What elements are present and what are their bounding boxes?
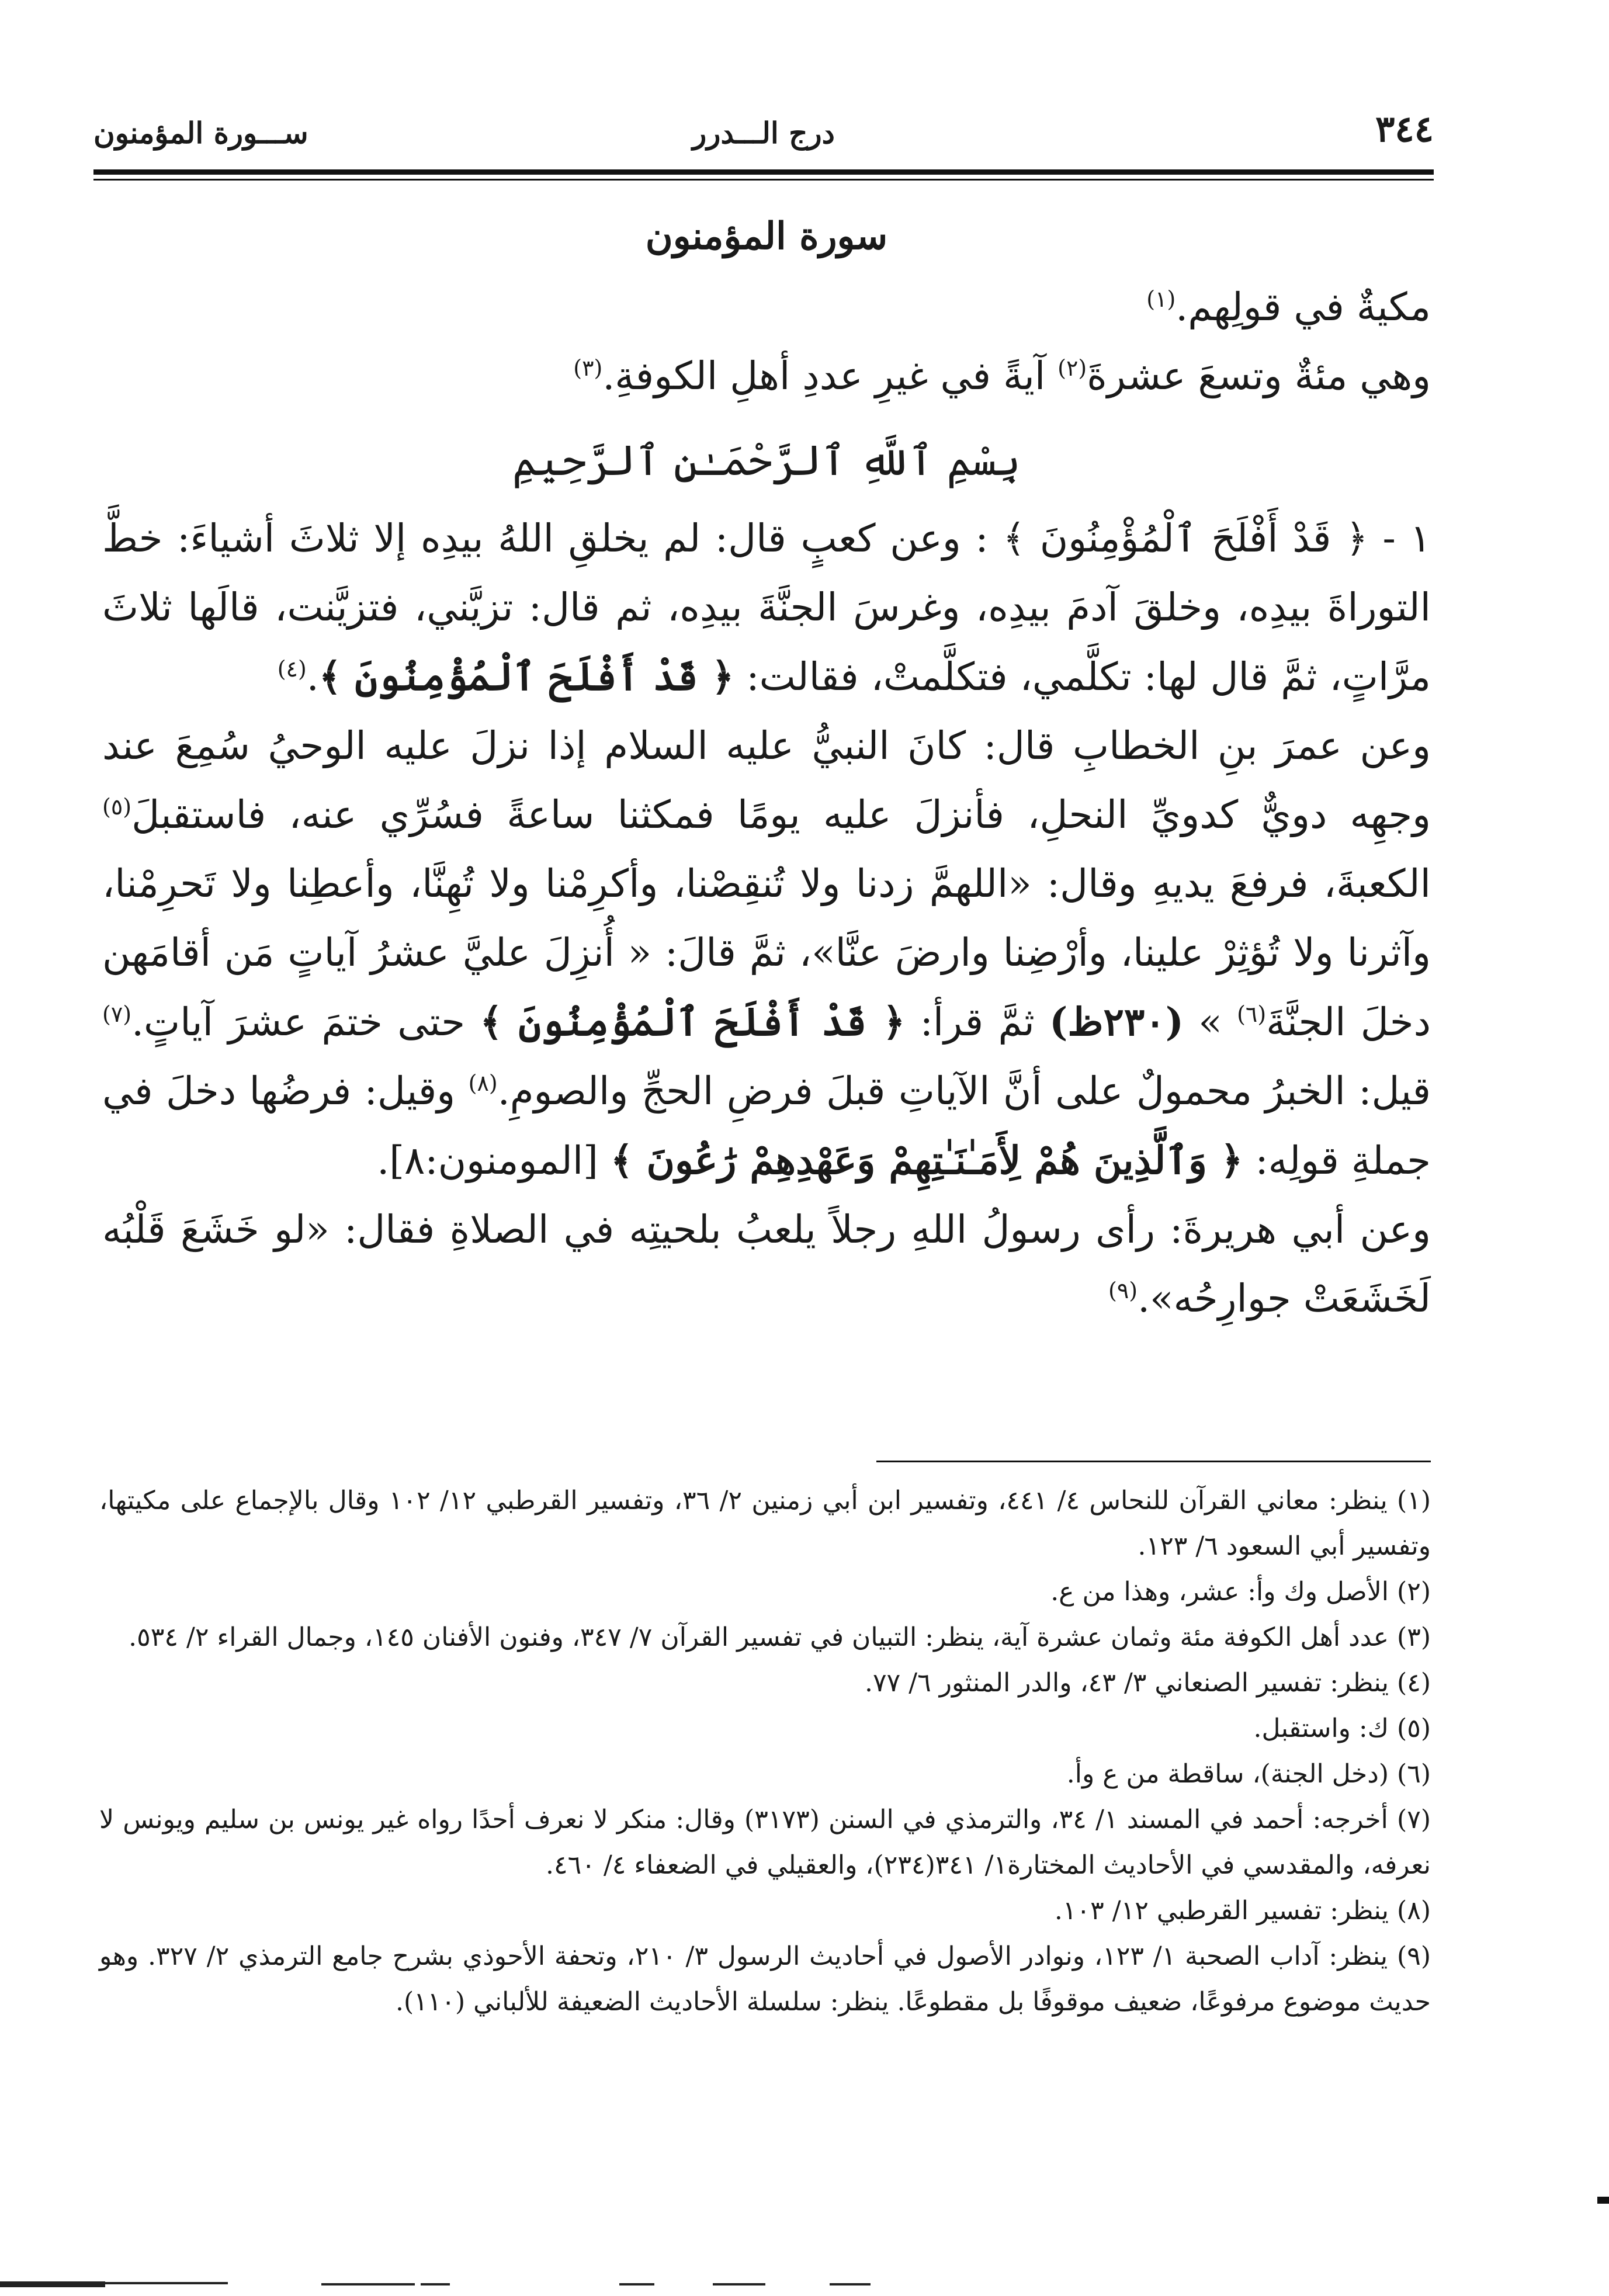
footnote-5: (٥) ك: واستقبل. [1253,1714,1431,1743]
scan-mark [0,2281,105,2287]
quran-quote: ﴿ قَدْ أَفْلَحَ ٱلْمُؤْمِنُونَ ﴾ [480,999,906,1045]
manuscript-folio-marker: (٢٣٠ظ) [1049,999,1184,1045]
book-title: درج الـــدرر [692,116,835,150]
footnote-ref: (٨) [468,1070,498,1096]
footnote-9: (٩) ينظر: آداب الصحبة ١/ ١٢٣، ونوادر الأصول في أحاديث الرسول ٣/ ٢١٠، وتحفة الأحوذي بشرح جامع الترمذي ٢/ ٣٢٧. وهو حديث موضوع مرفوعًا، ضعيف موقوفًا بل مقطوعًا. ينظر: سلسلة الأحاديث الضعيفة للألباني (١١٠). [99,1941,1431,2017]
page-header [93,104,1434,168]
footnote-7: (٧) أخرجه: أحمد في المسند ١/ ٣٤، والترمذي في السنن (٣١٧٣) وقال: منكر لا نعرف أحدًا رواه غير يونس بن سليم ويونس لا نعرفه، والمقدسي في الأحاديث المختارة١/ ٣٤١(٢٣٤)، والعقيلي في الضعفاء ٤/ ٤٦٠. [99,1805,1431,1880]
scan-mark [619,2283,654,2285]
footnote-ref: (٢) [1057,355,1087,381]
footnote-8: (٨) ينظر: تفسير القرطبي ١٢/ ١٠٣. [1054,1896,1431,1926]
page-number: ٣٤٤ [1375,107,1434,150]
footnote-ref: (٦) [1237,1001,1267,1027]
paragraph-umar-hadith: وعن عمرَ بنِ الخطابِ قال: كانَ النبيُّ عليه السلام إذا نزلَ عليه الوحيُ سُمِعَ عند وجهِه دويٌّ كدويِّ النحلِ، فأنزلَ عليه يومًا فمكثنا ساعةً فسُرِّي عنه، فاستقبلَ$^{(٥)}$ الكعبةَ، فرفعَ يديهِ وقال: «اللهمَّ زدنا ولا تُنقِصْنا، وأكرِمْنا ولا تُهِنَّا، وأعطِنا ولا تَحرِمْنا، وآثرنا ولا تُؤثِرْ علينا، وأرْضِنا وارضَ عنَّا»، ثمَّ قالَ: « أُنزِلَ عليَّ عشرُ آياتٍ مَن أقامَهن دخلَ الجنَّةَ$^{(٦)}$ » (٢٣٠ظ) ثمَّ قرأ: ﴿ قَدْ أَفْلَحَ ٱلْمُؤْمِنُونَ ﴾ حتى ختمَ عشرَ آياتٍ.$^{(٧)}$ قيل: الخبرُ محمولٌ على أنَّ الآياتِ قبلَ فرضِ الحجِّ والصومِ.$^{(٨)}$ وقيل: فرضُها دخلَ في جملةِ قولِه: ﴿ وَٱلَّذِينَ هُمْ لِأَمَـٰنَـٰتِهِمْ وَعَهْدِهِمْ رَٰعُونَ ﴾ [المومنون:٨]. [102,723,1431,1183]
footnote-6: (٦) (دخل الجنة)، ساقطة من ع وأ. [1066,1759,1431,1789]
scan-mark [321,2283,415,2285]
paragraph-verse-1: ١ - ﴿ قَدْ أَفْلَحَ ٱلْمُؤْمِنُونَ ﴾ : وعن كعبٍ قال: لم يخلقِ اللهُ بيدِه إلا ثلاثَ أشياءَ: خطَّ التوراةَ بيدِه، وخلقَ آدمَ بيدِه، وغرسَ الجنَّةَ بيدِه، ثم قال: تزيَّني، فتزيَّنت، قالَها ثلاثَ مرَّاتٍ، ثمَّ قال لها: تكلَّمي، فتكلَّمتْ، فقالت: ﴿ قَدْ أَفْلَحَ ٱلْمُؤْمِنُونَ ﴾.$^{(٤)}$ [102,516,1431,699]
footnote-2: (٢) الأصل وك وأ: عشر، وهذا من ع. [1050,1577,1431,1607]
header-rule-thick [93,169,1434,175]
paragraph-abu-hurayra: وعن أبي هريرةَ: رأى رسولُ اللهِ رجلاً يلعبُ بلحيتِه في الصلاةِ فقال: «لو خَشَعَ قَلْبُه لَخَشَعَتْ جوارِحُه».$^{(٩)}$ [102,1207,1431,1321]
surah-title: سورة المؤمنون [645,214,888,258]
scan-mark [105,2282,228,2284]
footnote-ref: (٩) [1108,1278,1138,1303]
footnote-ref: (٧) [102,1001,132,1027]
footnote-4: (٤) ينظر: تفسير الصنعاني ٣/ ٤٣، والدر المنثور ٦/ ٧٧. [864,1668,1431,1698]
footnote-separator [876,1461,1431,1462]
quran-quote: ﴿ قَدْ أَفْلَحَ ٱلْمُؤْمِنُونَ ﴾ [318,654,734,699]
footnote-ref: (٣) [573,355,603,381]
scan-mark [421,2283,450,2285]
scan-mark [713,2283,765,2285]
footnote-3: (٣) عدد أهل الكوفة مئة وثمان عشرة آية، ينظر: التبيان في تفسير القرآن ٧/ ٣٤٧، وفنون الأفنان ١٤٥، وجمال القراء ٢/ ٥٣٤. [129,1622,1431,1652]
footnote-1: (١) ينظر: معاني القرآن للنحاس ٤/ ٤٤١، وتفسير ابن أبي زمنين ٢/ ٣٦، وتفسير القرطبي ١٢/ ١٠٢ وقال بالإجماع على مكيتها، وتفسير أبي السعود ٦/ ١٢٣. [99,1486,1431,1561]
scan-mark [1597,2197,1609,2204]
footnote-ref: (٤) [277,656,307,682]
intro-line-1: مكيةٌ في قولِهم.$^{(١)}$ [1146,285,1431,330]
intro-line-2: وهي مئةٌ وتسعَ عشرةَ$^{(٢)}$ آيةً في غيرِ عددِ أهلِ الكوفةِ.$^{(٣)}$ [573,353,1431,398]
footnote-ref: (١) [1146,286,1176,312]
main-text [102,207,1431,1333]
scan-mark [830,2283,871,2285]
footnotes [99,1478,1431,2025]
footnote-ref: (٥) [102,794,132,820]
header-rule-thin [93,179,1434,181]
basmala: بِسْمِ ٱللَّهِ ٱلرَّحْمَـٰنِ ٱلرَّحِيمِ [512,436,1021,485]
quran-quote: ﴿ وَٱلَّذِينَ هُمْ لِأَمَـٰنَـٰتِهِمْ وَعَهْدِهِمْ رَٰعُونَ ﴾ [610,1137,1243,1183]
surah-running-title: ســـورة المؤمنون [93,116,308,150]
